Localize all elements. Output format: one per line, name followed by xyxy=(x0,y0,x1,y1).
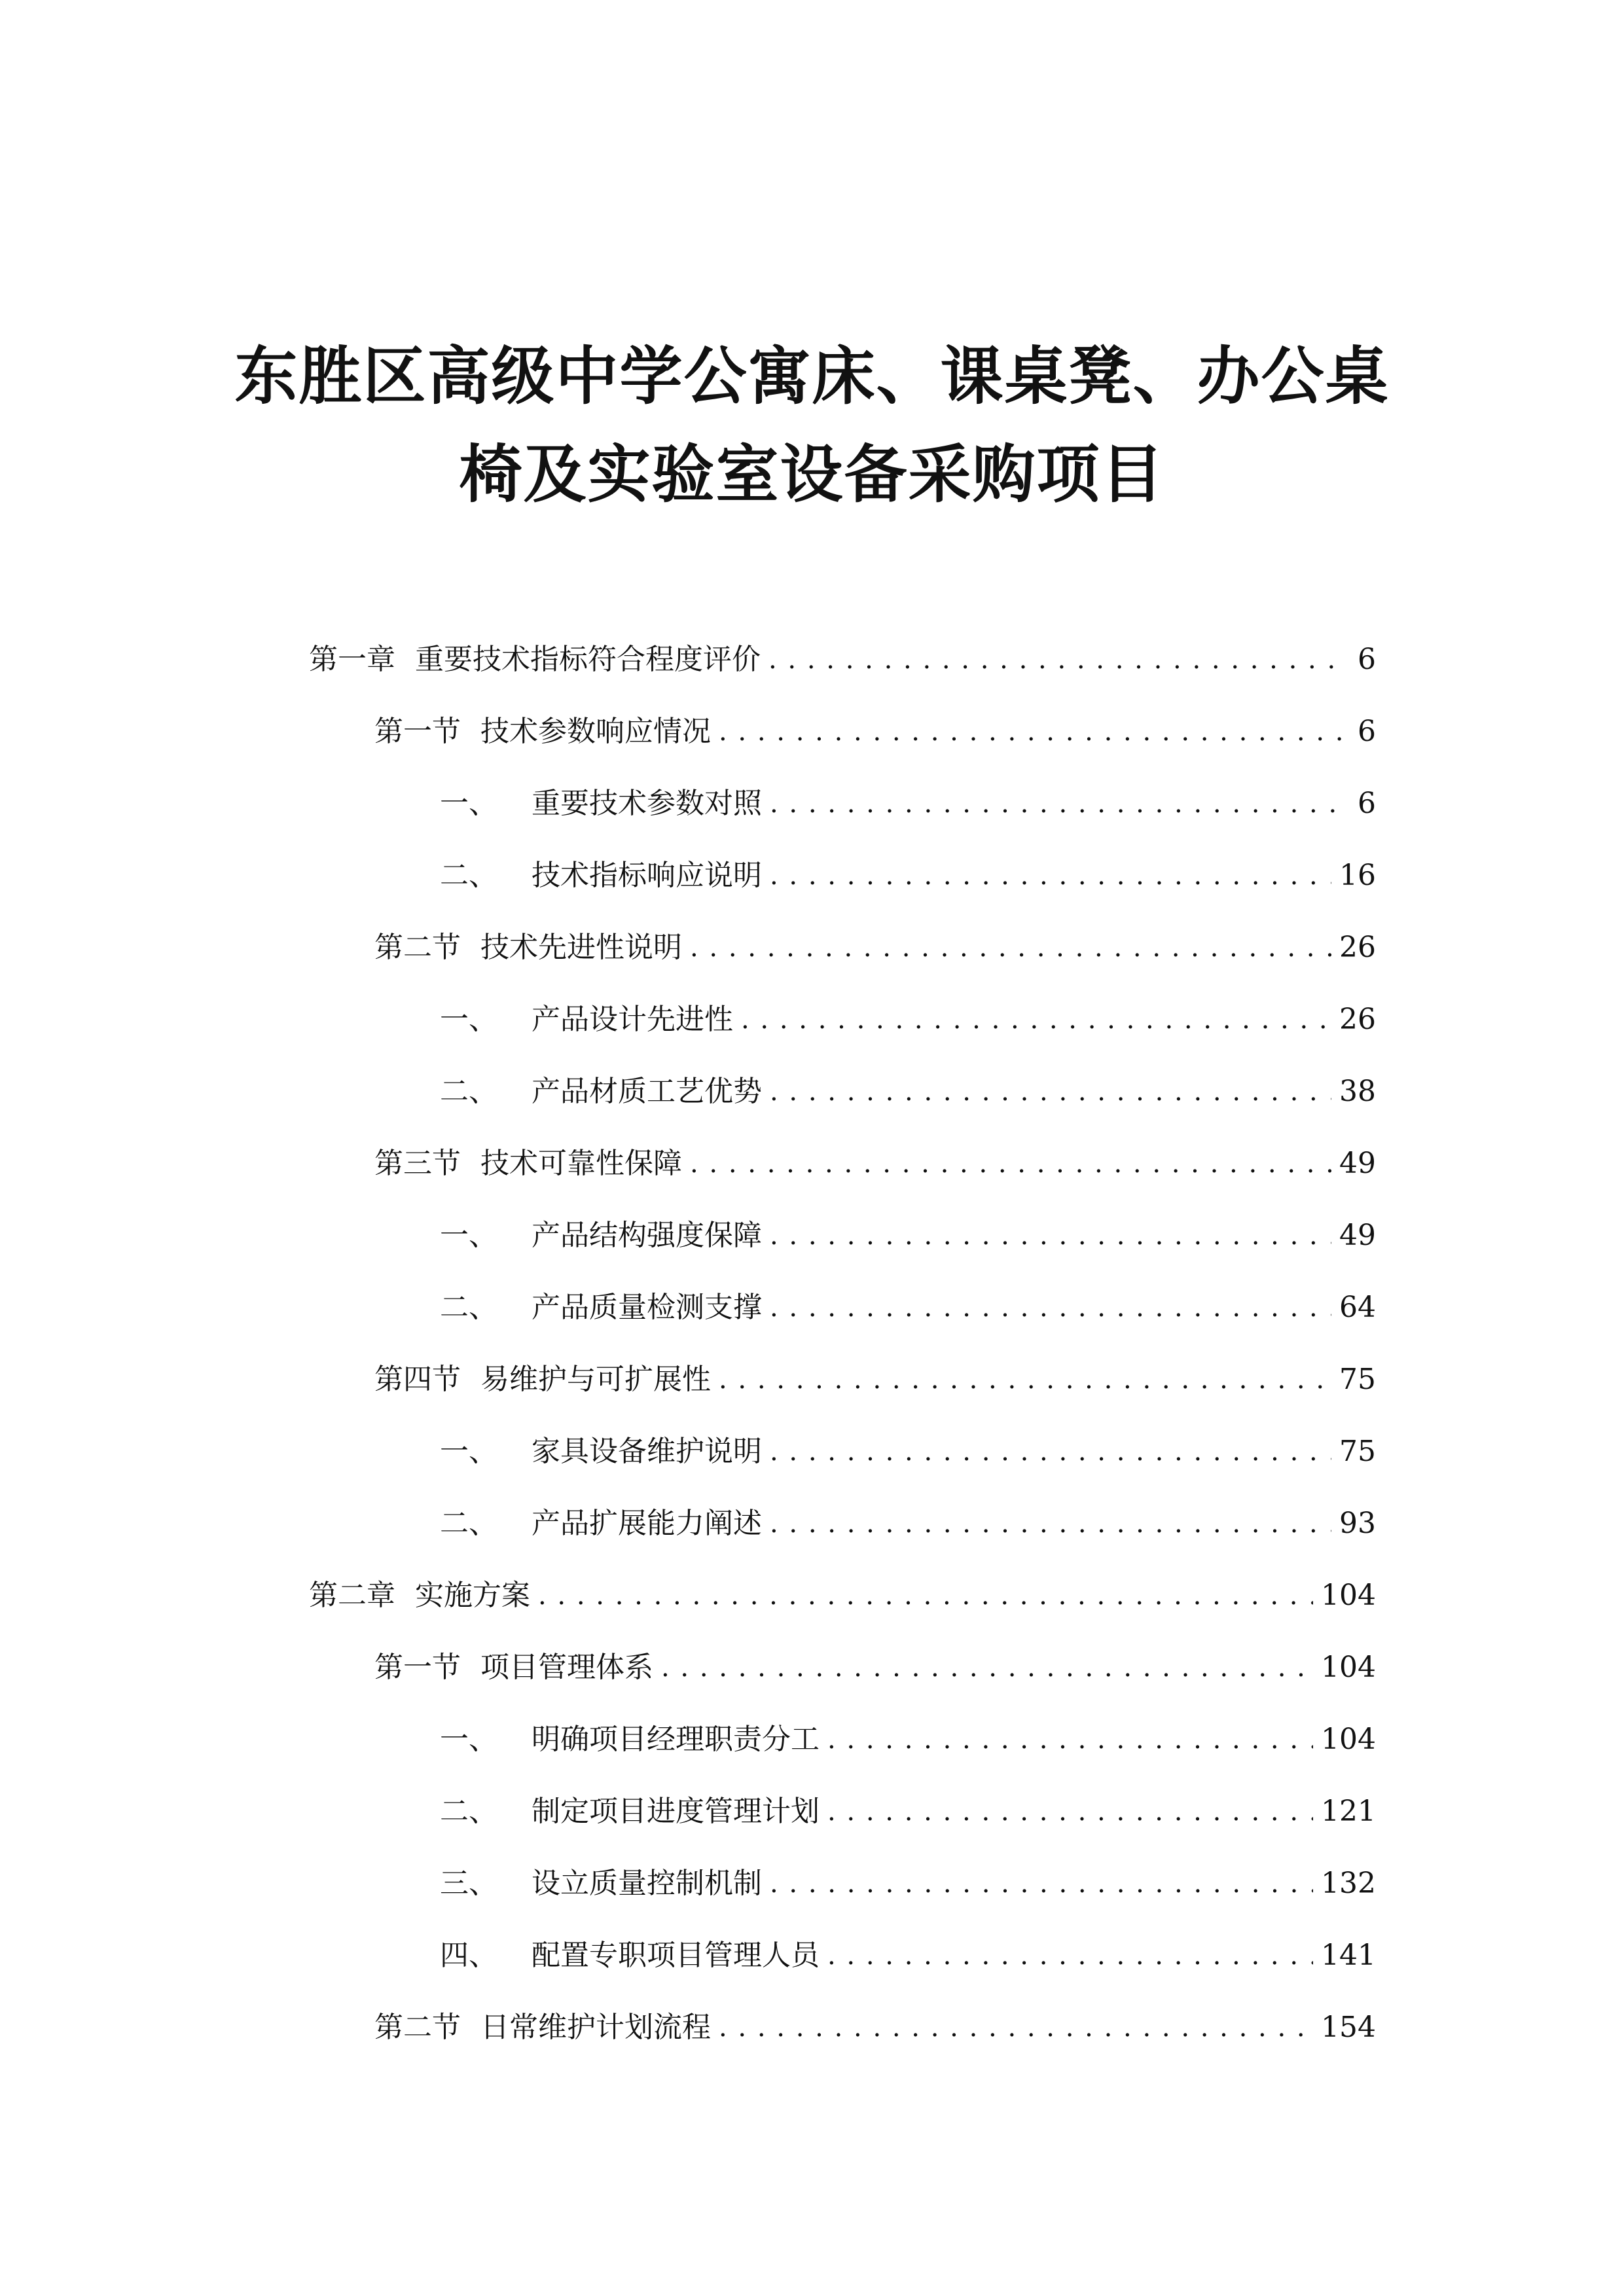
toc-dot-leader xyxy=(719,2001,1313,2054)
toc-number: 二、 xyxy=(440,859,497,892)
toc-entry-section[interactable] xyxy=(374,2001,1376,2054)
toc-entry-subsection[interactable] xyxy=(440,1498,1376,1550)
toc-dot-leader xyxy=(741,994,1331,1046)
toc-dot-leader xyxy=(770,1282,1331,1334)
toc-entry-chapter-2[interactable] xyxy=(309,1570,1376,1622)
toc-dot-leader xyxy=(719,706,1348,758)
toc-page-number: 26 xyxy=(1339,931,1376,964)
toc-dot-leader xyxy=(719,1354,1331,1406)
toc-number: 四、 xyxy=(440,1939,497,1972)
toc-page-number: 132 xyxy=(1321,1867,1376,1900)
toc-number: 一、 xyxy=(440,1435,497,1468)
toc-title: 实施方案 xyxy=(415,1579,530,1612)
toc-title: 重要技术指标符合程度评价 xyxy=(415,643,761,676)
toc-dot-leader xyxy=(770,1066,1331,1118)
title-line-2: 椅及实验室设备采购项目 xyxy=(459,438,1165,511)
toc-dot-leader xyxy=(770,850,1331,902)
toc-entry-section[interactable] xyxy=(374,1641,1376,1694)
toc-title: 技术参数响应情况 xyxy=(480,715,711,748)
toc-title: 产品质量检测支撑 xyxy=(532,1291,762,1324)
toc-page-number: 16 xyxy=(1339,859,1376,892)
title-line-1: 东胜区高级中学公寓床、课桌凳、办公桌 xyxy=(234,340,1390,413)
toc-entry-subsection[interactable] xyxy=(440,1426,1376,1478)
toc-number: 第四节 xyxy=(374,1363,461,1396)
toc-number: 第三节 xyxy=(374,1147,461,1180)
toc-dot-leader xyxy=(770,1426,1331,1478)
toc-page-number: 141 xyxy=(1321,1939,1376,1972)
toc-number: 一、 xyxy=(440,1219,497,1252)
toc-page-number: 6 xyxy=(1358,787,1376,820)
toc-dot-leader xyxy=(768,634,1348,686)
toc-title: 重要技术参数对照 xyxy=(532,787,762,820)
toc-page-number: 6 xyxy=(1358,715,1376,748)
toc-number: 第二章 xyxy=(309,1579,395,1612)
toc-entry-subsection[interactable] xyxy=(440,778,1376,830)
toc-entry-subsection[interactable] xyxy=(440,1210,1376,1262)
toc-entry-section[interactable] xyxy=(374,922,1376,974)
toc-page-number: 75 xyxy=(1339,1363,1376,1396)
toc-title: 日常维护计划流程 xyxy=(480,2011,711,2044)
toc-entry-section[interactable] xyxy=(374,1138,1376,1190)
toc-entry-subsection[interactable] xyxy=(440,1713,1376,1766)
toc-title: 制定项目进度管理计划 xyxy=(532,1795,820,1828)
toc-dot-leader xyxy=(770,1498,1331,1550)
toc-entry-subsection[interactable] xyxy=(440,994,1376,1046)
toc-page-number: 121 xyxy=(1321,1795,1376,1828)
toc-page-number: 104 xyxy=(1321,1579,1376,1612)
toc-entry-subsection[interactable] xyxy=(440,1282,1376,1334)
toc-page-number: 93 xyxy=(1339,1507,1376,1540)
toc-number: 一、 xyxy=(440,1003,497,1036)
toc-page-number: 154 xyxy=(1321,2011,1376,2044)
toc-entry-section[interactable] xyxy=(374,1354,1376,1406)
toc-page-number: 64 xyxy=(1339,1291,1376,1324)
toc-dot-leader xyxy=(827,1785,1313,1838)
toc-page-number: 104 xyxy=(1321,1723,1376,1756)
toc-entry-subsection[interactable] xyxy=(440,1857,1376,1910)
toc-page-number: 49 xyxy=(1339,1147,1376,1180)
toc-entry-subsection[interactable] xyxy=(440,1929,1376,1982)
toc-dot-leader xyxy=(538,1570,1313,1622)
toc-number: 二、 xyxy=(440,1507,497,1540)
toc-dot-leader xyxy=(770,1210,1331,1262)
toc-entry-subsection[interactable] xyxy=(440,1066,1376,1118)
toc-dot-leader xyxy=(827,1713,1313,1766)
toc-title: 设立质量控制机制 xyxy=(532,1867,762,1900)
toc-title: 技术先进性说明 xyxy=(480,931,682,964)
toc-title: 技术可靠性保障 xyxy=(480,1147,682,1180)
toc-number: 二、 xyxy=(440,1795,497,1828)
toc-entry-chapter-1[interactable] xyxy=(309,634,1376,686)
toc-title: 配置专职项目管理人员 xyxy=(532,1939,820,1972)
toc-number: 三、 xyxy=(440,1867,497,1900)
toc-number: 第一节 xyxy=(374,715,461,748)
toc-number: 第一节 xyxy=(374,1651,461,1684)
toc-dot-leader xyxy=(690,1138,1331,1190)
toc-dot-leader xyxy=(661,1641,1313,1694)
toc-page-number: 6 xyxy=(1358,643,1376,676)
toc-number: 第二节 xyxy=(374,931,461,964)
toc-page-number: 38 xyxy=(1339,1075,1376,1108)
toc-title: 产品设计先进性 xyxy=(532,1003,733,1036)
toc-title: 产品结构强度保障 xyxy=(532,1219,762,1252)
toc-number: 第一章 xyxy=(309,643,395,676)
toc-page-number: 49 xyxy=(1339,1219,1376,1252)
toc-number: 一、 xyxy=(440,1723,497,1756)
toc-title: 明确项目经理职责分工 xyxy=(532,1723,820,1756)
toc-page-number: 26 xyxy=(1339,1003,1376,1036)
toc-dot-leader xyxy=(770,1857,1313,1910)
toc-title: 产品扩展能力阐述 xyxy=(532,1507,762,1540)
toc-entry-section[interactable] xyxy=(374,706,1376,758)
toc-entry-subsection[interactable] xyxy=(440,1785,1376,1838)
toc-title: 技术指标响应说明 xyxy=(532,859,762,892)
document-title xyxy=(0,327,1624,524)
toc-title: 产品材质工艺优势 xyxy=(532,1075,762,1108)
toc-number: 二、 xyxy=(440,1291,497,1324)
toc-dot-leader xyxy=(770,778,1348,830)
toc-title: 家具设备维护说明 xyxy=(532,1435,762,1468)
toc-page-number: 75 xyxy=(1339,1435,1376,1468)
toc-title: 易维护与可扩展性 xyxy=(480,1363,711,1396)
toc-number: 第二节 xyxy=(374,2011,461,2044)
toc-title: 项目管理体系 xyxy=(480,1651,653,1684)
toc-page-number: 104 xyxy=(1321,1651,1376,1684)
toc-dot-leader xyxy=(690,922,1331,974)
toc-dot-leader xyxy=(827,1929,1313,1982)
toc-entry-subsection[interactable] xyxy=(440,850,1376,902)
toc-number: 一、 xyxy=(440,787,497,820)
toc-number: 二、 xyxy=(440,1075,497,1108)
